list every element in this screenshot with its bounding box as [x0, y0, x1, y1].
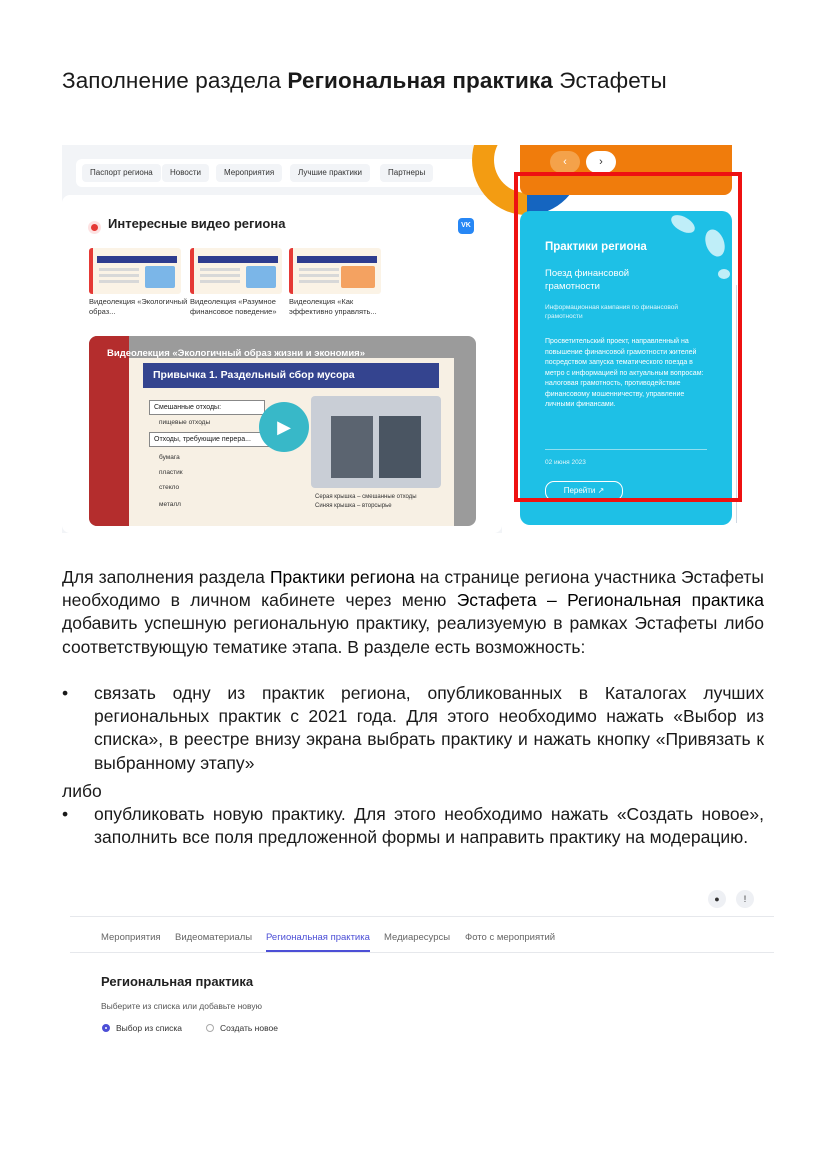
radio-label-create-new[interactable]: Создать новое — [220, 1023, 278, 1033]
video-slide-heading: Привычка 1. Раздельный сбор мусора — [143, 363, 439, 388]
slide-item: металл — [159, 501, 181, 508]
tab-photos[interactable]: Фото с мероприятий — [465, 932, 556, 943]
tab-region-passport[interactable]: Паспорт региона — [82, 164, 161, 182]
radio-select-from-list[interactable] — [102, 1024, 110, 1032]
bullet-link-practice: связать одну из практик региона, опубликованных в Каталогах лучших региональных практик с 2021 года. Для этого необходимо нажать «Выбор из списка», в реестре внизу экрана выбрать практику и нажать кнопку «Привязать к выбранному этапу» — [94, 683, 764, 773]
tab-videos[interactable]: Видеоматериалы — [175, 932, 253, 943]
practice-category: Информационная кампания по финансовой грамотности — [545, 304, 679, 320]
section-dot-icon — [91, 224, 98, 231]
tab-partners[interactable]: Партнеры — [380, 164, 433, 182]
next-arrow-icon[interactable]: › — [586, 151, 616, 173]
vk-icon[interactable]: VK — [458, 218, 474, 234]
page-title: Заполнение раздела Региональная практика Эстафеты — [62, 68, 667, 93]
video-thumbnail-3[interactable] — [289, 248, 381, 294]
tab-events[interactable]: Мероприятия — [101, 932, 161, 943]
practice-name[interactable]: Поезд финансовой грамотности — [545, 268, 630, 292]
or-text: либо — [62, 781, 102, 801]
radio-label-select-from-list[interactable]: Выбор из списка — [116, 1023, 182, 1033]
slide-box-recycle: Отходы, требующие перера... — [149, 432, 275, 447]
slide-note-2: Синяя крышка – вторсырье — [315, 503, 392, 509]
prev-arrow-icon[interactable]: ‹ — [550, 151, 580, 173]
bullet-marker: • — [62, 804, 69, 824]
section-title: Интересные видео региона — [108, 216, 286, 231]
slide-item: стекло — [159, 484, 180, 491]
practice-date: 02 июня 2023 — [545, 459, 586, 466]
video-caption-1[interactable]: Видеолекция «Экологичный образ... — [89, 297, 188, 316]
section-subheading: Выберите из списка или добавьте новую — [101, 1001, 262, 1011]
slide-box-mixed: Смешанные отходы: — [149, 400, 265, 415]
tab-regional-practice[interactable]: Региональная практика — [266, 932, 370, 943]
practice-description: Просветительский проект, направленный на повышение финансовой грамотности жителей посредством запуска тематического поезда в метро с информацией по актуальным вопросам: налоговая грамотность, противодействие финансовому мошенничеству, управление личными финансами. — [545, 338, 704, 408]
slide-note-1: Серая крышка – смешанные отходы — [315, 494, 417, 500]
radio-create-new[interactable] — [206, 1024, 214, 1032]
section-heading: Региональная практика — [101, 974, 254, 989]
tab-media[interactable]: Медиаресурсы — [384, 932, 451, 943]
go-button[interactable]: Перейти ↗ — [545, 481, 623, 501]
tab-best-practices[interactable]: Лучшие практики — [290, 164, 370, 182]
slide-item: бумага — [159, 454, 180, 461]
video-thumbnail-1[interactable] — [89, 248, 181, 294]
card-title: Практики региона — [545, 241, 647, 253]
tab-news[interactable]: Новости — [162, 164, 209, 182]
video-player[interactable] — [89, 336, 476, 526]
chat-icon[interactable]: ● — [708, 890, 726, 908]
bullet-new-practice: опубликовать новую практику. Для этого необходимо нажать «Создать новое», заполнить все поля предложенной формы и направить практику на модерацию. — [94, 804, 764, 848]
video-thumbnail-2[interactable] — [190, 248, 282, 294]
recycling-bins-image — [311, 396, 441, 488]
tab-events[interactable]: Мероприятия — [216, 164, 282, 182]
region-page-screenshot — [62, 145, 764, 533]
intro-paragraph: Для заполнения раздела Практики региона на странице региона участника Эстафеты необходимо в личном кабинете через меню Эстафета – Региональная практика добавить успешную региональную практику, реализуемую в рамках Эстафеты либо соответствующую тематике этапа. В разделе есть возможность: — [62, 567, 764, 657]
account-screenshot — [70, 884, 774, 1044]
info-icon[interactable]: ! — [736, 890, 754, 908]
slide-item: пищевые отходы — [159, 419, 211, 426]
play-icon[interactable]: ▶ — [259, 402, 309, 452]
highlight-frame — [514, 172, 742, 502]
video-caption-3[interactable]: Видеолекция «Как эффективно управлять... — [289, 297, 377, 316]
slide-item: пластик — [159, 469, 183, 476]
video-title: Видеолекция «Экологичный образ жизни и экономия» — [107, 348, 366, 359]
video-caption-2[interactable]: Видеолекция «Разумное финансовое поведение» — [190, 297, 277, 316]
bullet-marker: • — [62, 683, 69, 703]
